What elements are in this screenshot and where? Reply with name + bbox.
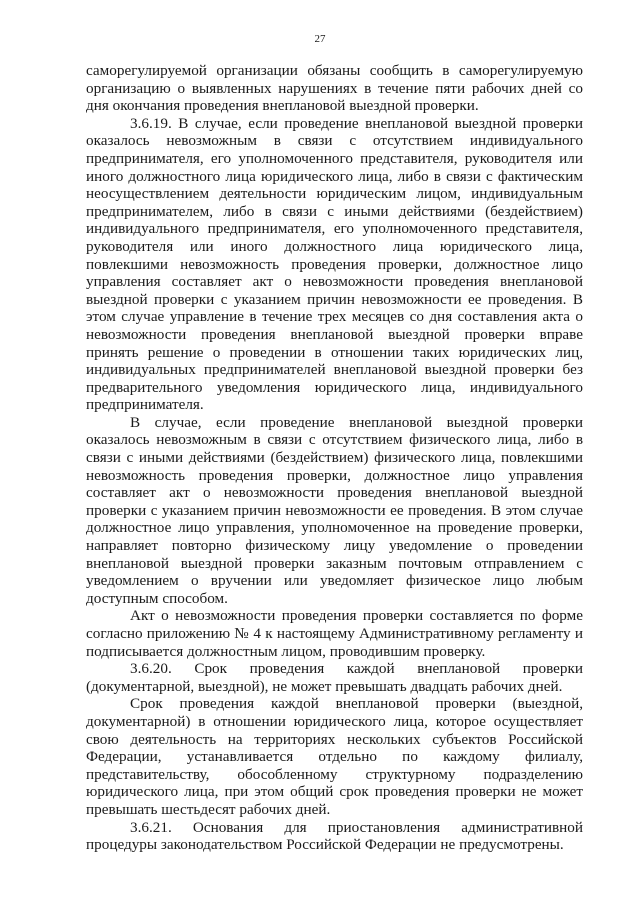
paragraph-3-6-20: 3.6.20. Срок проведения каждой внеплановой проверки (документарной, выездной), не может превышать двадцать рабочих дней. xyxy=(86,660,583,695)
paragraph-term-branches: Срок проведения каждой внеплановой проверки (выездной, документарной) в отношении юридического лица, которое осуществляет свою деятельность на территориях нескольких субъектов Российской Федерации, устанавливается отдельно по каждому филиалу, представительству, обособленному структурному подразделению юридического лица, при этом общий срок проведения проверки не может превышать шестьдесят рабочих дней. xyxy=(86,695,583,818)
paragraph-continuation: саморегулируемой организации обязаны сообщить в саморегулируемую организацию о выявленных нарушениях в течение пяти рабочих дней со дня окончания проведения внеплановой выездной проверки. xyxy=(86,62,583,115)
paragraph-physical-person: В случае, если проведение внеплановой выездной проверки оказалось невозможным в связи с отсутствием физического лица, либо в связи с иными действиями (бездействием) физического лица, повлекшими невозможность проведения проверки, должностное лицо управления составляет акт о невозможности проведения внеплановой выездной проверки с указанием причин невозможности ее проведения. В этом случае должностное лицо управления, уполномоченное на проведение проверки, направляет повторно физическому лицу уведомление о проведении внеплановой выездной проверки заказным почтовым отправлением с уведомлением о вручении или уведомляет физическое лицо любым доступным способом. xyxy=(86,413,583,607)
document-body xyxy=(86,62,583,854)
paragraph-3-6-19: 3.6.19. В случае, если проведение внеплановой выездной проверки оказалось невозможным в связи с отсутствием индивидуального предпринимателя, его уполномоченного представителя, руководителя или иного должностного лица юридического лица, либо в связи с фактическим неосуществлением деятельности юридическим лицом, индивидуальным предпринимателем, либо в связи с иными действиями (бездействием) индивидуального предпринимателя, его уполномоченного представителя, руководителя или иного должностного лица юридического лица, повлекшими невозможность проведения проверки, должностное лицо управления составляет акт о невозможности проведения внеплановой выездной проверки с указанием причин невозможности ее проведения. В этом случае управление в течение трех месяцев со дня составления акта о невозможности проведения внеплановой выездной проверки вправе принять решение о проведении в отношении таких юридических лиц, индивидуальных предпринимателей внеплановой выездной проверки без предварительного уведомления юридического лица, индивидуального предпринимателя. xyxy=(86,114,583,414)
paragraph-act-form: Акт о невозможности проведения проверки составляется по форме согласно приложению № 4 к настоящему Административному регламенту и подписывается должностным лицом, проводившим проверку. xyxy=(86,607,583,660)
paragraph-3-6-21: 3.6.21. Основания для приостановления административной процедуры законодательством Российской Федерации не предусмотрены. xyxy=(86,818,583,854)
page-number: 27 xyxy=(314,33,326,45)
